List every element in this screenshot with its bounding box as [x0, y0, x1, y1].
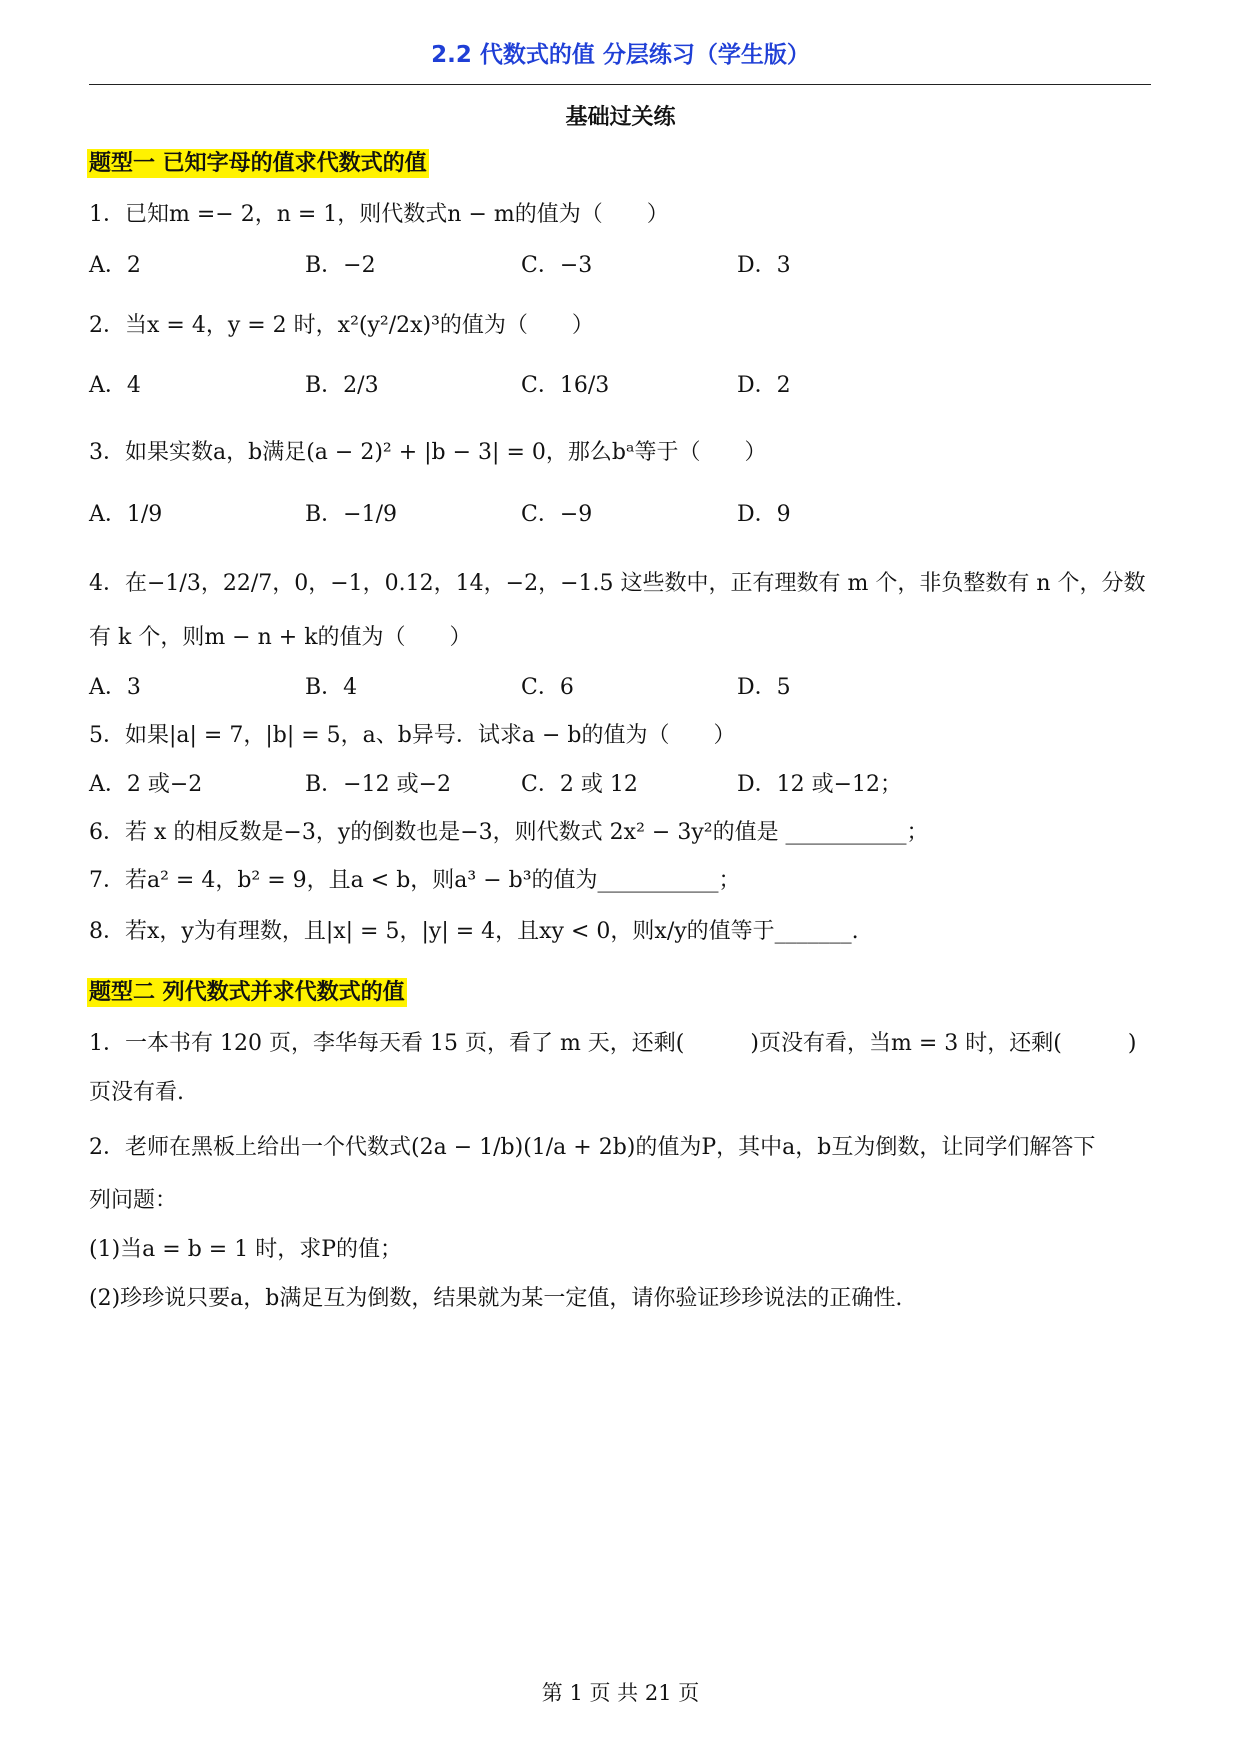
question-6-stem: 6．若 x 的相反数是−3，y的倒数也是−3，则代数式 2x² − 3y²的值是 ___________；: [89, 820, 929, 845]
question-4-option-d: D．5: [737, 675, 791, 700]
page-title: 2.2 代数式的值 分层练习（学生版）: [431, 42, 810, 68]
question-1-option-c: C．−3: [521, 253, 593, 278]
section-one-heading: [87, 146, 429, 177]
question-1-stem: 1．已知m =− 2，n = 1，则代数式n − m的值为（ ）: [89, 202, 669, 227]
question-5-option-b: B．−12 或−2: [305, 772, 452, 797]
question-7-stem: 7．若a² = 4，b² = 9，且a < b，则a³ − b³的值为___________；: [89, 868, 741, 893]
section-two-label: 题型二 列代数式并求代数式的值: [89, 980, 405, 1005]
question-2-option-d: D．2: [737, 373, 791, 398]
question-5-option-d: D．12 或−12；: [737, 772, 903, 797]
question-5-option-a: A．2 或−2: [89, 772, 203, 797]
s2-question-2-line-2: 列问题：: [89, 1188, 178, 1213]
question-1-option-d: D．3: [737, 253, 791, 278]
page-subtitle: 基础过关练: [565, 105, 676, 130]
question-8-stem: 8．若x，y为有理数，且|x| = 5，|y| = 4，且xy < 0，则x/y的值等于_______.: [89, 919, 859, 944]
question-3-option-b: B．−1/9: [305, 502, 398, 527]
page-footer: 第 1 页 共 21 页: [541, 1681, 700, 1705]
header-rule: [89, 84, 1151, 85]
question-3-option-a: A．1/9: [89, 502, 163, 527]
s2-question-2-part-2: (2)珍珍说只要a，b满足互为倒数，结果就为某一定值，请你验证珍珍说法的正确性.: [89, 1286, 903, 1311]
question-2-option-c: C．16/3: [521, 373, 610, 398]
question-4-option-b: B．4: [305, 675, 358, 700]
question-2-option-a: A．4: [89, 373, 141, 398]
s2-question-1-line-2: 页没有看.: [89, 1080, 184, 1105]
question-1-option-b: B．−2: [305, 253, 376, 278]
section-one-label: 题型一 已知字母的值求代数式的值: [89, 151, 427, 176]
question-3-option-c: C．−9: [521, 502, 593, 527]
s2-question-1-line-1: 1．一本书有 120 页，李华每天看 15 页，看了 m 天，还剩( )页没有看，当m = 3 时，还剩( ): [89, 1031, 1137, 1056]
question-4-option-a: A．3: [89, 675, 141, 700]
question-5-stem: 5．如果|a| = 7，|b| = 5，a、b异号．试求a − b的值为（ ）: [89, 723, 736, 748]
question-2-stem: 2．当x = 4，y = 2 时，x²(y²/2x)³的值为（ ）: [89, 313, 594, 338]
question-5-option-c: C．2 或 12: [521, 772, 638, 797]
s2-question-2-line-1: 2．老师在黑板上给出一个代数式(2a − 1/b)(1/a + 2b)的值为P，其中a，b互为倒数，让同学们解答下: [89, 1135, 1096, 1160]
question-3-stem: 3．如果实数a，b满足(a − 2)² + |b − 3| = 0，那么bᵃ等于（ ）: [89, 440, 767, 465]
s2-question-2-part-1: (1)当a = b = 1 时，求P的值；: [89, 1237, 402, 1262]
question-2-option-b: B．2/3: [305, 373, 379, 398]
question-1-option-a: A．2: [89, 253, 141, 278]
question-4-option-c: C．6: [521, 675, 574, 700]
question-4-stem-continued: 有 k 个，则m − n + k的值为（ ）: [89, 625, 472, 650]
question-3-option-d: D．9: [737, 502, 791, 527]
section-two-heading: [87, 975, 407, 1006]
question-4-stem: 4．在−1/3，22/7，0，−1，0.12，14，−2，−1.5 这些数中，正有理数有 m 个，非负整数有 n 个，分数: [89, 571, 1146, 596]
